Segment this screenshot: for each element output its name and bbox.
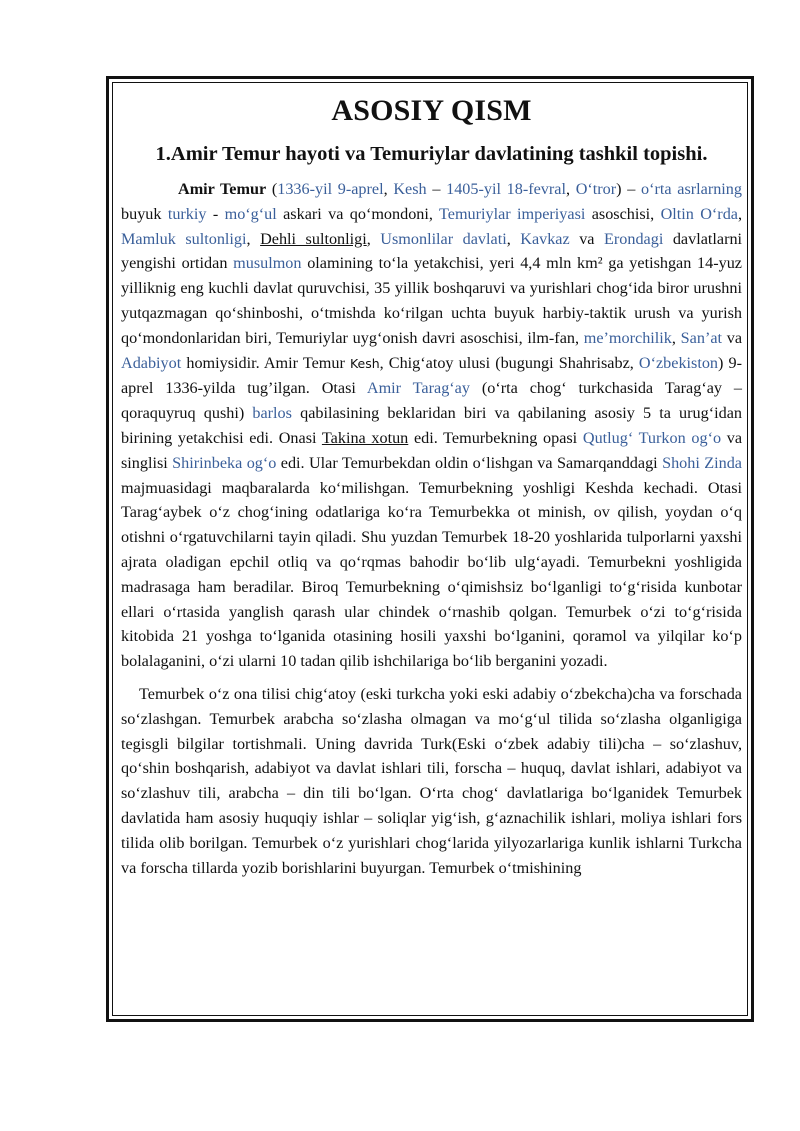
text-span: qabilasining beklaridan biri va qabilaning asosiy 5 ta urugʻidan birining yetakchisi edi. Onasi: [121, 404, 742, 447]
link-death-date[interactable]: 1405-yil 18-fevral: [446, 180, 566, 198]
subject-name: Amir Temur: [178, 180, 267, 198]
link-mongol[interactable]: moʻgʻul: [224, 204, 277, 223]
link-shohi-zinda[interactable]: Shohi Zinda: [662, 453, 742, 472]
text-span: majmuasidagi maqbaralarda koʻmilishgan. Temurbekning yoshligi Keshda kechadi. Otasi Taragʻaybek oʻz chogʻining odatlariga koʻra Temurbekka ot minish, ov qilish, yoydan oʻq otishni oʻrgatuvchilarni tayin qiladi. Shu yuzdan Temurbek 18-20 yoshlarida tulporlarni yaxshi ajrata oladigan epchil otliq va qoʻrqmas bahodir boʻlib ulgʻayadi. Temurbekni yoshligida madrasaga ham beradilar. Biroq Temurbekning oʻqimishsiz boʻlganligi toʻgʻrisida kunbotar ellari oʻrtasida yanglish qarash ular chindek oʻrnashib qolgan. Temurbek oʻzi toʻgʻrisida kitobida 21 yoshga toʻlganida otasining hosili yaxshi boʻlganini, qoramol va yilqilar koʻp bolalaganini, oʻzi ularni 10 tadan qilib ishchilariga boʻlib berganini yozadi.: [121, 478, 742, 671]
page-border-inner: [112, 82, 748, 1016]
text-span: homiysidir. Amir Temur: [181, 353, 350, 372]
link-amir-taragay[interactable]: Amir Taragʻay: [366, 379, 470, 398]
text-span: edi. Temurbekning opasi: [408, 428, 583, 447]
section-heading: 1.Amir Temur hayoti va Temuriylar davlatining tashkil topishi.: [155, 143, 708, 165]
link-birth-date[interactable]: 1336-yil 9-aprel: [277, 180, 384, 198]
link-mamluk-sultanate[interactable]: Mamluk sultonligi: [121, 229, 247, 248]
text-span: (oʻrta chogʻ turkchasida Taragʻay – qoraquyruq qushi): [121, 379, 743, 423]
text-span: -: [206, 204, 225, 223]
link-barlos[interactable]: barlos: [252, 404, 292, 423]
link-takina-xotun[interactable]: Takina xotun: [321, 428, 409, 447]
link-delhi-sultanate[interactable]: Dehli sultonligi: [260, 229, 367, 248]
link-shirinbeka[interactable]: Shirinbeka ogʻo: [172, 453, 277, 472]
text-span: –: [426, 180, 447, 198]
text-span: va: [569, 229, 604, 248]
link-architecture[interactable]: meʼmorchilik: [583, 328, 672, 347]
link-muslim[interactable]: musulmon: [233, 254, 302, 273]
text-span: ,: [246, 229, 261, 248]
link-qutlug-turkon[interactable]: Qutlugʻ Turkon ogʻo: [582, 428, 722, 447]
text-span: , Chigʻatoy ulusi (bugungi Shahrisabz,: [379, 353, 639, 372]
link-middle-ages[interactable]: oʻrta asrlarning: [641, 180, 742, 198]
text-span: va: [722, 328, 743, 347]
text-span: ) 9-aprel 1336-yilda tugʼilgan. Otasi: [121, 353, 742, 398]
link-kesh[interactable]: Kesh: [393, 180, 427, 198]
paragraph-1: [121, 177, 742, 674]
kesh-small-text: Kesh: [349, 355, 380, 371]
text-span: davlatlarni yengishi ortidan: [121, 229, 743, 273]
link-uzbekistan[interactable]: Oʻzbekiston: [638, 353, 719, 372]
page-border: [106, 76, 754, 1022]
text-span: ,: [565, 180, 576, 198]
text-span: ) –: [616, 180, 642, 198]
link-turkic[interactable]: turkiy: [167, 204, 207, 223]
link-golden-horde[interactable]: Oltin Oʻrda: [660, 204, 738, 223]
link-timurid-empire[interactable]: Temuriylar imperiyasi: [439, 204, 586, 223]
link-otror[interactable]: Oʻtror: [575, 180, 617, 198]
link-art[interactable]: Sanʼat: [680, 328, 723, 347]
text-span: ,: [383, 180, 394, 198]
text-span: olamining toʻla yetakchisi, yeri 4,4 mln km² ga yetishgan 14-yuz yilliknig eng kuchli davlat quruvchisi, 35 yillik boshqaruvi va yurishlari chogʻida biror urushni yutqazmagan qoʻshinboshi, oʻtmishda koʻrilgan uchta buyuk harbiy-taktik urush va yurish qoʻmondonlaridan biri, Temuriylar uygʻonish davri asoschisi, ilm-fan,: [121, 254, 742, 347]
text-span: (: [266, 180, 278, 198]
text-span: va singlisi: [121, 428, 743, 472]
text-span: ,: [506, 229, 521, 248]
text-span: asoschisi,: [585, 204, 661, 223]
page-content: [121, 89, 742, 880]
link-literature[interactable]: Adabiyot: [121, 353, 182, 372]
text-span: edi. Ular Temurbekdan oldin oʻlishgan va Samarqanddagi: [276, 453, 663, 472]
text-span: ,: [671, 328, 681, 347]
paragraph-2: Temurbek oʻz ona tilisi chigʻatoy (eski turkcha yoki eski adabiy oʻzbekcha)cha va forschada soʻzlashgan. Temurbek arabcha soʻzlasha olmagan va moʻgʻul tilida soʻzlasha olganligiga tegisgli bilgilar tortishmali. Uning davrida Turk(Eski oʻzbek adabiy tili)cha – soʻzlashuv, qoʻshin boshqarish, adabiyot va davlat ishlari tili, forscha – huquq, davlat ishlari, adabiyot va soʻzlashuv tili, arabcha – din tili boʻlgan. Oʻrta chogʻ davlatlariga boʻlganidek Temurbek davlatida ham asosiy huquqiy ishlar – soliqlar yigʻish, gʻaznachilik ishlari, moliya ishlari fors tilida olib borilgan. Temurbek oʻz yurishlari chogʻlarida yilyozarlariga kunlik ishlarni Turkcha va forscha tillarda yozib borishlarini buyurgan. Temurbek oʻtmishining: [121, 684, 742, 877]
link-caucasus[interactable]: Kavkaz: [520, 229, 570, 248]
page-title: ASOSIY QISM: [331, 94, 532, 127]
link-ottoman-state[interactable]: Usmonlilar davlati: [380, 229, 507, 248]
link-iran[interactable]: Erondagi: [603, 229, 664, 248]
text-span: ,: [737, 204, 743, 223]
text-span: buyuk: [121, 204, 168, 223]
text-span: ,: [366, 229, 381, 248]
text-span: askari va qoʻmondoni,: [276, 204, 439, 223]
